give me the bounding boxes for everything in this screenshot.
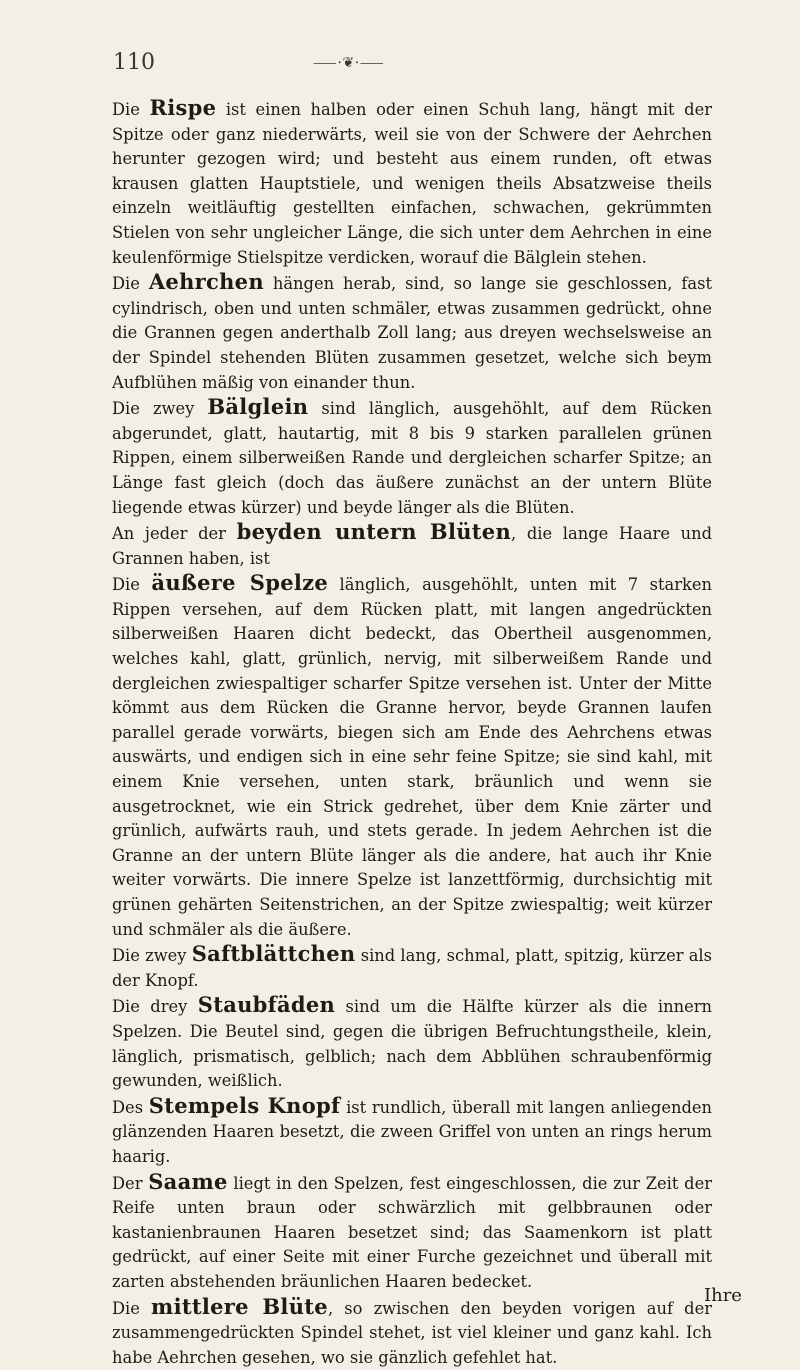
header-ornament: ⸺⸱❦⸱⸺ bbox=[313, 52, 385, 72]
paragraph-saame bbox=[112, 1170, 712, 1295]
body-text bbox=[112, 96, 712, 1370]
paragraph-text: liegt in den Spelzen, fest eingeschlossen, die zur Zeit der Reife unten braun oder schwärzlich mit gelbbraunen oder kastanienbraunen Haaren besetzet sind; das Saamenkorn ist platt gedrückt, auf einer Seite mit einer Furche gezeichnet und überall mit zarten abstehenden bräunlichen Haaren bedecket. bbox=[112, 1174, 712, 1291]
paragraph-baelglein bbox=[112, 395, 712, 520]
paragraph-pre: Die bbox=[112, 575, 151, 594]
term-aehrchen: Aehrchen bbox=[149, 269, 264, 294]
term-stempel: Stempels Knopf bbox=[149, 1093, 341, 1118]
paragraph-pre: Die drey bbox=[112, 997, 198, 1016]
term-spelze: äußere Spelze bbox=[151, 570, 328, 595]
paragraph-saftblaettchen bbox=[112, 942, 712, 993]
paragraph-text: ist rundlich, überall mit langen anliegenden glänzenden Haaren besetzt, die zween Griffel von unten an rings herum haarig. bbox=[112, 1098, 712, 1166]
paragraph-text: ist einen halben oder einen Schuh lang, hängt mit der Spitze oder ganz niederwärts, weil sie von der Schwere der Aehrchen herunter gezogen wird; und besteht aus einem runden, oft etwas krausen glatten Hauptstiele, und wenigen theils Absatzweise theils einzeln weitläuftig gestellten einfachen, schwachen, gekrümmten Stielen von sehr ungleicher Länge, die sich unter dem Aehrchen in eine keulenförmige Stielspitze verdicken, worauf die Bälglein stehen. bbox=[112, 100, 712, 267]
paragraph-text: , die lange Haare und Grannen haben, ist bbox=[112, 524, 712, 568]
paragraph-text: länglich, ausgehöhlt, unten mit 7 starken Rippen versehen, auf dem Rücken platt, mit langen angedrückten silberweißen Haaren dicht bedeckt, das Obertheil ausgenommen, welches kahl, glatt, grünlich, nervig, mit silberweißem Rande und dergleichen zwiespaltiger scharfer Spitze versehen ist. Unter der Mitte kömmt aus dem Rücken die Granne hervor, beyde Grannen laufen parallel gerade vorwärts, biegen sich am Ende des Aehrchens etwas auswärts, und endigen sich in eine sehr feine Spitze; sie sind kahl, mit einem Knie versehen, unten stark, bräunlich und wenn sie ausgetrocknet, wie ein Strick gedrehet, über dem Knie zärter und grünlich, aufwärts rauh, und stets gerade. In jedem Aehrchen ist die Granne an der untern Blüte länger als die andere, hat auch ihr Knie weiter vorwärts. Die innere Spelze ist lanzettförmig, durchsichtig mit grünen gehärten Seitenstrichen, an der Spitze zwiespaltig; weit kürzer und schmäler als die äußere. bbox=[112, 575, 712, 938]
term-saame: Saame bbox=[148, 1169, 227, 1194]
paragraph-text: , so zwischen den beyden vorigen auf der zusammengedrückten Spindel stehet, ist viel kleiner und ganz kahl. Ich habe Aehrchen gesehen, wo sie gänzlich gefehlet hat. bbox=[112, 1299, 712, 1367]
paragraph-pre: Die zwey bbox=[112, 946, 192, 965]
paragraph-stempel bbox=[112, 1094, 712, 1170]
term-saftblaettchen: Saftblättchen bbox=[192, 941, 356, 966]
paragraph-staubfaeden bbox=[112, 993, 712, 1093]
paragraph-untern-blueten bbox=[112, 520, 712, 571]
paragraph-spelze bbox=[112, 571, 712, 942]
term-rispe: Rispe bbox=[149, 95, 216, 120]
page-number: 110 bbox=[113, 50, 155, 75]
paragraph-pre: Des bbox=[112, 1098, 149, 1117]
paragraph-pre: Die bbox=[112, 1299, 151, 1318]
page-header bbox=[113, 50, 693, 82]
paragraph-text: sind um die Hälfte kürzer als die innern Spelzen. Die Beutel sind, gegen die übrigen Befruchtungstheile, klein, länglich, prismatisch, gelblich; nach dem Abblühen schraubenförmig gewunden, weißlich. bbox=[112, 997, 712, 1090]
catchword: Ihre bbox=[704, 1285, 742, 1306]
paragraph-pre: Die zwey bbox=[112, 399, 207, 418]
paragraph-text: hängen herab, sind, so lange sie geschlossen, fast cylindrisch, oben und unten schmäler, etwas zusammen gedrückt, ohne die Grannen gegen anderthalb Zoll lang; aus dreyen wechselsweise an der Spindel stehenden Blüten zusammen gesetzet, welche sich beym Aufblühen mäßig von einander thun. bbox=[112, 274, 712, 391]
paragraph-pre: An jeder der bbox=[112, 524, 237, 543]
term-baelglein: Bälglein bbox=[207, 394, 308, 419]
term-mittlere-bluete: mittlere Blüte bbox=[151, 1294, 328, 1319]
term-staubfaeden: Staubfäden bbox=[198, 992, 335, 1017]
paragraph-text: sind länglich, ausgehöhlt, auf dem Rücken abgerundet, glatt, hautartig, mit 8 bis 9 starken parallelen grünen Rippen, einem silberweißen Rande und dergleichen scharfer Spitze; an Länge fast gleich (doch das äußere zunächst an der untern Blüte liegende etwas kürzer) und beyde länger als die Blüten. bbox=[112, 399, 712, 516]
term-untern-blueten: beyden untern Blüten bbox=[237, 519, 511, 544]
paragraph-mittlere-bluete bbox=[112, 1295, 712, 1370]
paragraph-text: sind lang, schmal, platt, spitzig, kürzer als der Knopf. bbox=[112, 946, 712, 990]
paragraph-pre: Der bbox=[112, 1174, 148, 1193]
paragraph-aehrchen: Die Aehrchen hängen herab, sind, so lange sie geschlossen, fast cylindrisch, oben und unten schmäler, etwas zusammen gedrückt, ohne die Grannen gegen anderthalb Zoll lang; aus dreyen wechselsweise an der Spindel stehenden Blüten zusammen gesetzet, welche sich beym Aufblühen mäßig von einander thun. bbox=[112, 270, 712, 395]
paragraph-rispe: Die Rispe ist einen halben oder einen Schuh lang, hängt mit der Spitze oder ganz niederwärts, weil sie von der Schwere der Aehrchen herunter gezogen wird; und besteht aus einem runden, oft etwas krausen glatten Hauptstiele, und wenigen theils Absatzweise theils einzeln weitläuftig gestellten einfachen, schwachen, gekrümmten Stielen von sehr ungleicher Länge, die sich unter dem Aehrchen in eine keulenförmige Stielspitze verdicken, worauf die Bälglein stehen. bbox=[112, 96, 712, 270]
